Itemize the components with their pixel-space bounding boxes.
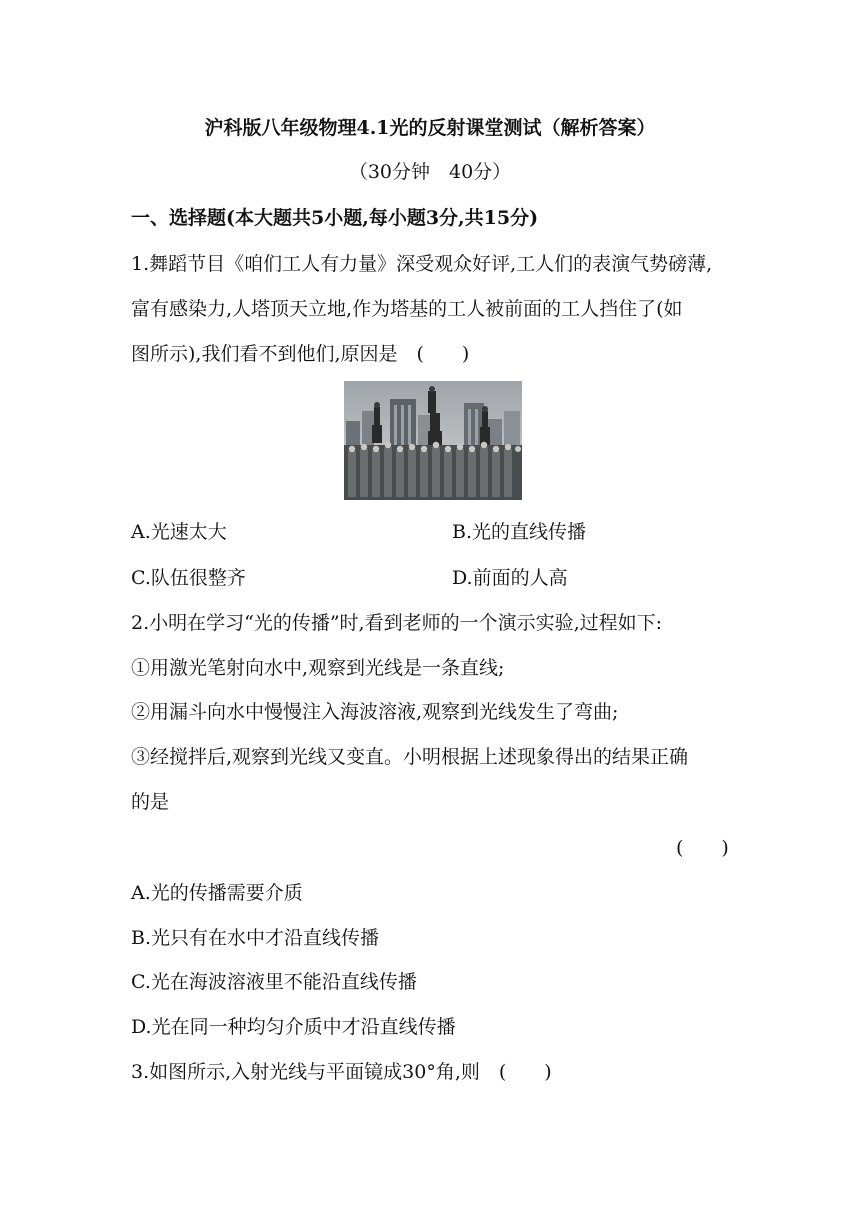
q2-line-5: 的是 xyxy=(131,791,170,813)
q2-line-3: ②用漏斗向水中慢慢注入海波溶液,观察到光线发生了弯曲; xyxy=(131,701,619,723)
section-heading: 一、选择题(本大题共5小题,每小题3分,共15分) xyxy=(131,207,539,229)
q1-option-b: B.光的直线传播 xyxy=(452,521,587,543)
q1-option-a: A.光速太大 xyxy=(131,521,227,543)
page-title: 沪科版八年级物理4.1光的反射课堂测试（解析答案） xyxy=(204,117,656,139)
q2-option-d: D.光在同一种均匀介质中才沿直线传播 xyxy=(131,1016,456,1038)
q1-line-1: 1.舞蹈节目《咱们工人有力量》深受观众好评,工人们的表演气势磅薄, xyxy=(131,253,713,275)
q2-answer-bracket: ( ) xyxy=(676,837,729,859)
page-subtitle: （30分钟 40分） xyxy=(348,161,512,183)
q2-line-2: ①用激光笔射向水中,观察到光线是一条直线; xyxy=(131,657,505,679)
q2-option-c: C.光在海波溶液里不能沿直线传播 xyxy=(131,971,417,993)
q1-option-d: D.前面的人高 xyxy=(452,567,568,589)
human-tower-photo xyxy=(344,381,522,500)
q2-option-b: B.光只有在水中才沿直线传播 xyxy=(131,927,380,949)
q1-option-c: C.队伍很整齐 xyxy=(131,567,246,589)
q1-line-2: 富有感染力,人塔顶天立地,作为塔基的工人被前面的工人挡住了(如 xyxy=(131,298,683,320)
q2-option-a: A.光的传播需要介质 xyxy=(131,882,303,904)
q2-line-1: 2.小明在学习“光的传播”时,看到老师的一个演示实验,过程如下: xyxy=(131,612,663,634)
q2-line-4: ③经搅拌后,观察到光线又变直。小明根据上述现象得出的结果正确 xyxy=(131,746,689,768)
q3-line-1: 3.如图所示,入射光线与平面镜成30°角,则 ( ) xyxy=(131,1061,552,1083)
q1-line-3: 图所示),我们看不到他们,原因是 ( ) xyxy=(131,343,470,365)
